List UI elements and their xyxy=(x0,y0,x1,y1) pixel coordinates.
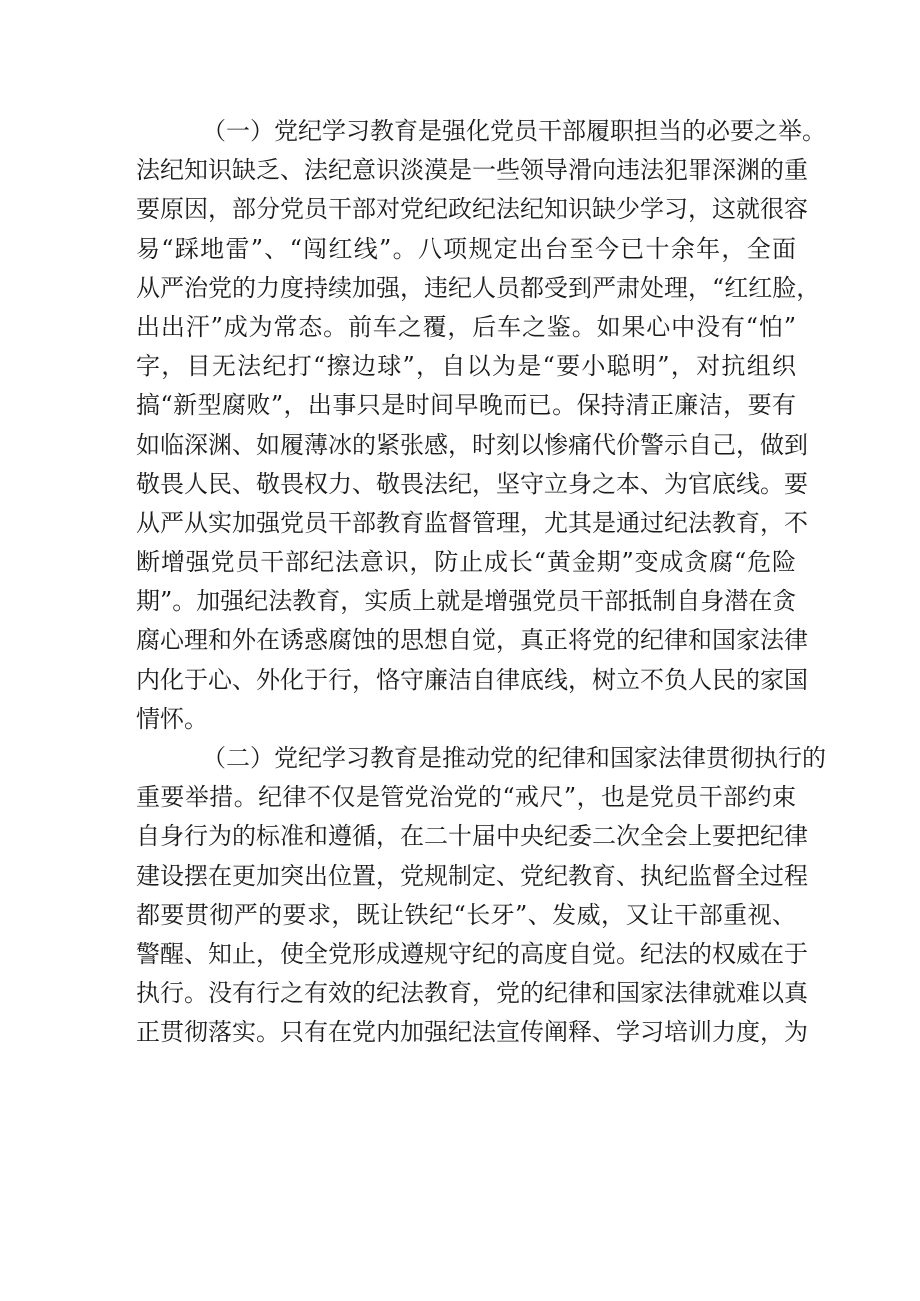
paragraph-1-line: 从严治党的力度持续加强，违纪人员都受到严肃处理，“红红脸， xyxy=(136,273,821,302)
paragraph-1-line: 情怀。 xyxy=(136,704,208,733)
paragraph-2-line: 正贯彻落实。只有在党内加强纪法宣传阐释、学习培训力度，为 xyxy=(136,1018,808,1047)
paragraph-1-line: （一）党纪学习教育是强化党员干部履职担当的必要之举。 xyxy=(202,117,826,145)
paragraph-2 xyxy=(136,739,826,1053)
paragraph-1 xyxy=(136,112,826,739)
paragraph-1-line: 从严从实加强党员干部教育监督管理，尤其是通过纪法教育，不 xyxy=(136,508,808,537)
paragraph-1-line: 出出汗”成为常态。前车之覆，后车之鉴。如果心中没有“怕” xyxy=(136,312,796,341)
paragraph-1-line: 易“踩地雷”、“闯红线”。八项规定出台至今已十余年，全面 xyxy=(136,234,796,263)
paragraph-1-line: 腐心理和外在诱惑腐蚀的思想自觉，真正将党的纪律和国家法律 xyxy=(136,626,808,655)
paragraph-2-line: 执行。没有行之有效的纪法教育，党的纪律和国家法律就难以真 xyxy=(136,979,808,1008)
paragraph-1-line: 要原因，部分党员干部对党纪政纪法纪知识缺少学习，这就很容 xyxy=(136,195,808,224)
paragraph-2-line: 都要贯彻严的要求，既让铁纪“长牙”、发威，又让干部重视、 xyxy=(136,900,796,929)
paragraph-1-line: 内化于心、外化于行，恪守廉洁自律底线，树立不负人民的家国 xyxy=(136,665,808,694)
paragraph-1-line: 字，目无法纪打“擦边球”，自以为是“要小聪明”，对抗组织 xyxy=(136,352,796,381)
document-body xyxy=(136,112,826,1053)
paragraph-1-line: 断增强党员干部纪法意识，防止成长“黄金期”变成贪腐“危险 xyxy=(136,548,796,577)
paragraph-2-line: 自身行为的标准和遵循，在二十届中央纪委二次全会上要把纪律 xyxy=(136,822,808,851)
paragraph-1-line: 搞“新型腐败”，出事只是时间早晚而已。保持清正廉洁，要有 xyxy=(136,391,796,420)
paragraph-2-line: （二）党纪学习教育是推动党的纪律和国家法律贯彻执行的 xyxy=(202,744,826,772)
paragraph-1-line: 如临深渊、如履薄冰的紧张感，时刻以惨痛代价警示自己，做到 xyxy=(136,430,808,459)
paragraph-2-line: 警醒、知止，使全党形成遵规守纪的高度自觉。纪法的权威在于 xyxy=(136,939,808,968)
paragraph-2-line: 重要举措。纪律不仅是管党治党的“戒尺”，也是党员干部约束 xyxy=(136,783,796,812)
paragraph-2-line: 建设摆在更加突出位置，党规制定、党纪教育、执纪监督全过程 xyxy=(136,861,808,890)
paragraph-1-line: 敬畏人民、敬畏权力、敬畏法纪，坚守立身之本、为官底线。要 xyxy=(136,469,808,498)
paragraph-1-line: 期”。加强纪法教育，实质上就是增强党员干部抵制自身潜在贪 xyxy=(136,587,797,616)
paragraph-1-line: 法纪知识缺乏、法纪意识淡漠是一些领导滑向违法犯罪深渊的重 xyxy=(136,156,808,185)
